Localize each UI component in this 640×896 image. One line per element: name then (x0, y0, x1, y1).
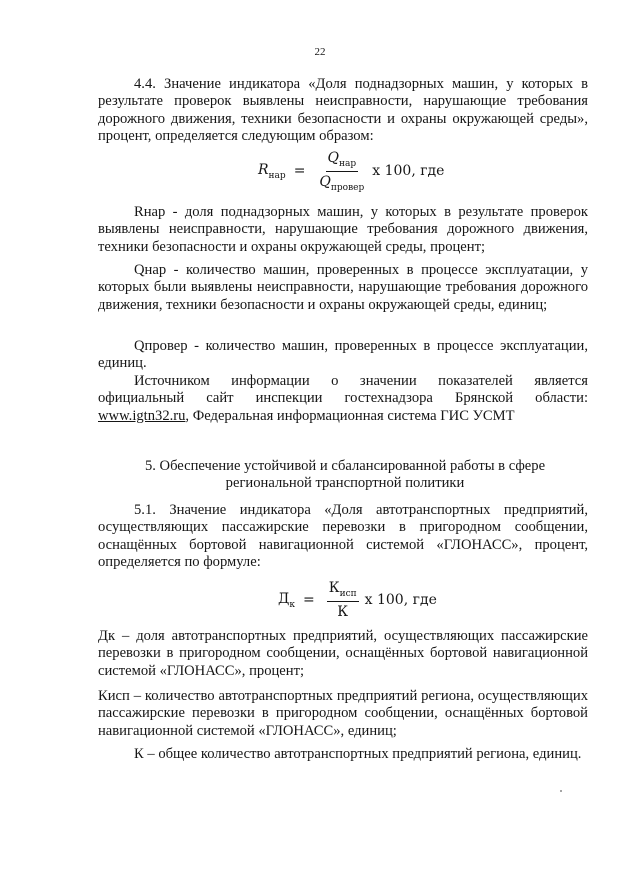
formula-tail: х 100, где (372, 163, 445, 180)
paragraph-4-4-intro: 4.4. Значение индикатора «Доля поднадзорных машин, у которых в результате проверок выявлены неисправности, нарушающие требования дорожного движения, техники безопасности и охраны окружающей среды», процент, определяется следующим образом: (98, 76, 588, 145)
definition-k: К – общее количество автотранспортных предприятий региона, единиц. (134, 746, 582, 762)
formula-lhs: $Д_к$ (278, 590, 296, 610)
fraction-numerator: $К_{исп}$ (327, 580, 359, 602)
section-5-heading (120, 458, 570, 493)
section-5-heading-line2: региональной транспортной политики (225, 475, 465, 492)
formula-d-k (278, 580, 437, 620)
source-tail: , Федеральная информационная система ГИС УСМТ (185, 407, 515, 424)
equals-sign: = (293, 163, 306, 180)
definition-q-prover: Qпровер - количество машин, проверенных в процессе эксплуатации, единиц. (98, 338, 588, 372)
formula-lhs: $R_{нар}$ (258, 161, 286, 181)
formula-tail: х 100, где (364, 591, 437, 608)
fraction (317, 150, 366, 193)
definition-q-nar: Qнар - количество машин, проверенных в процессе эксплуатации, у которых были выявлены неисправности, нарушающие требования дорожного движения, техники безопасности и охраны окружающей среды, единиц; (98, 262, 588, 313)
definition-d-k: Дк – доля автотранспортных предприятий, осуществляющих пассажирские перевозки в пригородном сообщении, оснащённых бортовой навигационной системой «ГЛОНАСС», процент; (98, 628, 588, 679)
definition-r-nar: Rнар - доля поднадзорных машин, у которых в результате проверок выявлены неисправности, нарушающие требования дорожного движения, техники безопасности и охраны окружающей среды, процент; (98, 204, 588, 255)
paragraph-5-1-intro: 5.1. Значение индикатора «Доля автотранспортных предприятий, осуществляющих пассажирские перевозки в пригородном сообщении, оснащённых бортовой навигационной системой «ГЛОНАСС», процент, определяется по формуле: (98, 502, 588, 571)
fraction (327, 580, 359, 620)
fraction-denominator: К (337, 603, 349, 620)
formula-r-nar (258, 150, 444, 193)
source-link[interactable]: www.igtn32.ru (98, 407, 186, 424)
definition-k-isp: Кисп – количество автотранспортных предприятий региона, осуществляющих пассажирские перевозки в пригородном сообщении, оснащённых бортовой навигационной системой «ГЛОНАСС», единиц; (98, 688, 588, 739)
source-paragraph (98, 373, 588, 425)
fraction-numerator: $Q_{нар}$ (326, 150, 359, 172)
equals-sign: = (303, 591, 315, 608)
fraction-denominator: $Q_{провер}$ (319, 173, 365, 193)
scan-speck (560, 790, 562, 792)
source-text: Источником информации о значении показателей является официальный сайт инспекции гостехнадзора Брянской области: (98, 373, 588, 407)
page-number: 22 (314, 46, 326, 58)
section-5-heading-line1: 5. Обеспечение устойчивой и сбалансированной работы в сфере (144, 458, 546, 474)
